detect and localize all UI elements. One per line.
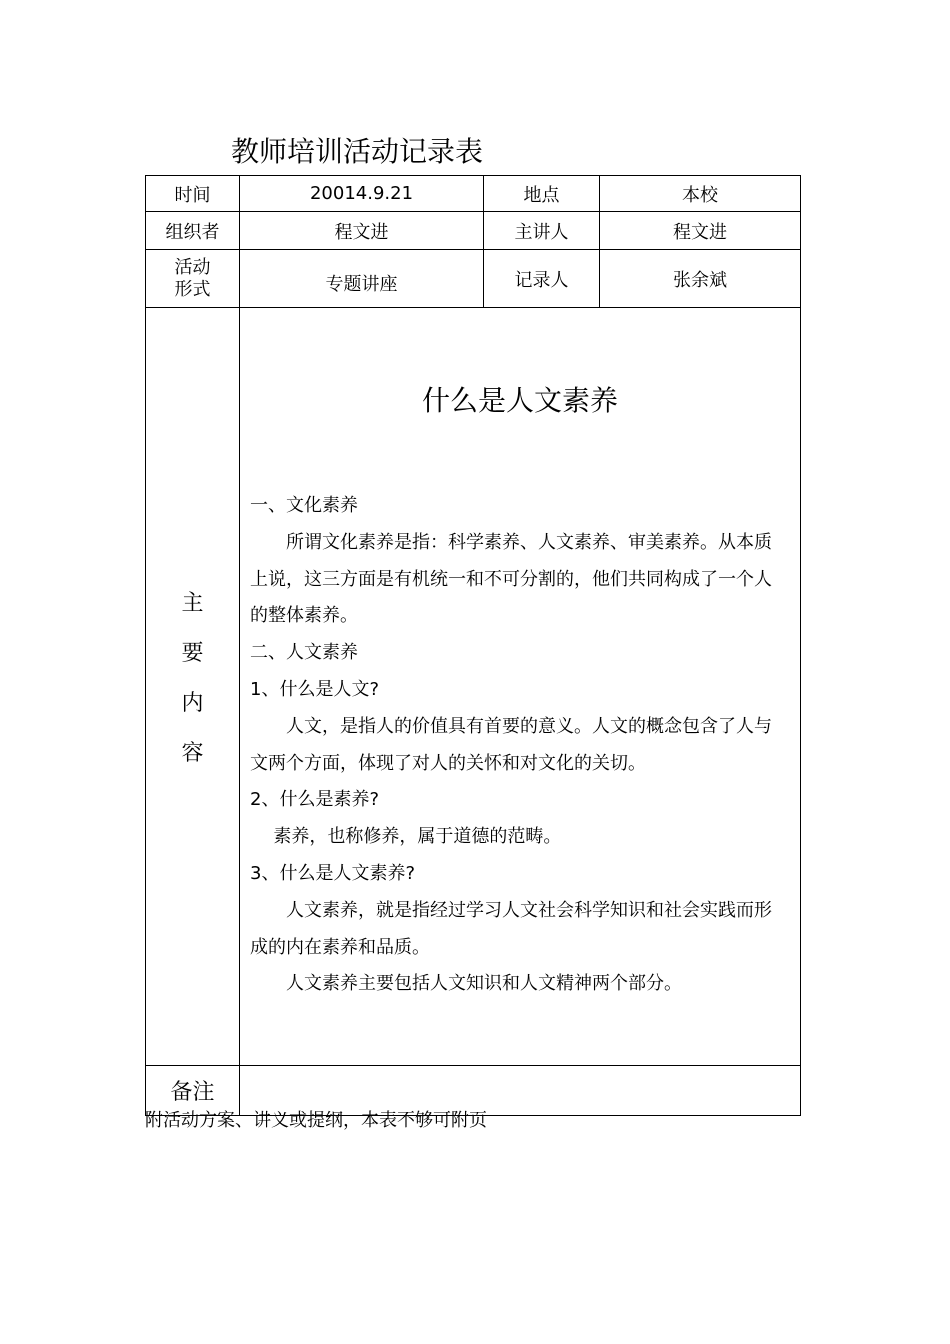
form-label-line1: 活动 [174,256,211,278]
table-row [146,250,801,308]
footnote: 附活动方案、讲义或提纲，本表不够可附页 [145,1110,487,1131]
organizer-label: 组织者 [146,212,240,250]
recorder-label: 记录人 [484,250,600,308]
content-body [250,488,800,1003]
form-label-cell [146,250,240,308]
content-heading: 什么是人文素养 [421,384,618,417]
recorder-value: 张余斌 [600,250,801,308]
section-heading: 二、人文素养 [250,642,358,664]
place-label: 地点 [484,176,600,212]
question-heading: 1、什么是人文? [250,678,380,700]
time-label: 时间 [146,176,240,212]
place-value: 本校 [600,176,801,212]
main-label-char: 内 [181,691,204,716]
main-label-char: 主 [181,591,204,616]
main-content-label-cell [146,308,240,1066]
paragraph: 素养，也称修养，属于道德的范畴。 [273,826,562,848]
paragraph: 人文素养主要包括人文知识和人文精神两个部分。 [286,973,682,995]
speaker-label: 主讲人 [484,212,600,250]
remark-label-text: 备注 [170,1080,215,1105]
main-label-char: 容 [181,741,204,766]
section-heading: 一、文化素养 [250,495,358,516]
table-row [146,212,801,250]
table-row [146,308,801,1066]
organizer-value: 程文进 [240,212,484,250]
question-heading: 3、什么是人文素养? [250,862,416,884]
record-table [145,175,801,1116]
main-content-cell [240,308,801,1066]
time-value: 20014.9.21 [240,176,484,212]
speaker-value: 程文进 [600,212,801,250]
form-label-line2: 形式 [174,278,211,300]
form-value: 专题讲座 [240,250,484,308]
page-title: 教师培训活动记录表 [231,135,484,168]
question-heading: 2、什么是素养? [250,789,380,811]
table-row [146,176,801,212]
main-label-char: 要 [181,641,204,666]
paragraph: 人文素养，就是指经过学习人文社会科学知识和社会实践而形成的内在素养和品质。 [250,899,772,958]
paragraph: 所谓文化素养是指：科学素养、人文素养、审美素养。从本质上说，这三方面是有机统一和不可分割的，他们共同构成了一个人的整体素养。 [250,531,772,627]
paragraph: 人文，是指人的价值具有首要的意义。人文的概念包含了人与文两个方面，体现了对人的关怀和对文化的关切。 [250,715,772,774]
